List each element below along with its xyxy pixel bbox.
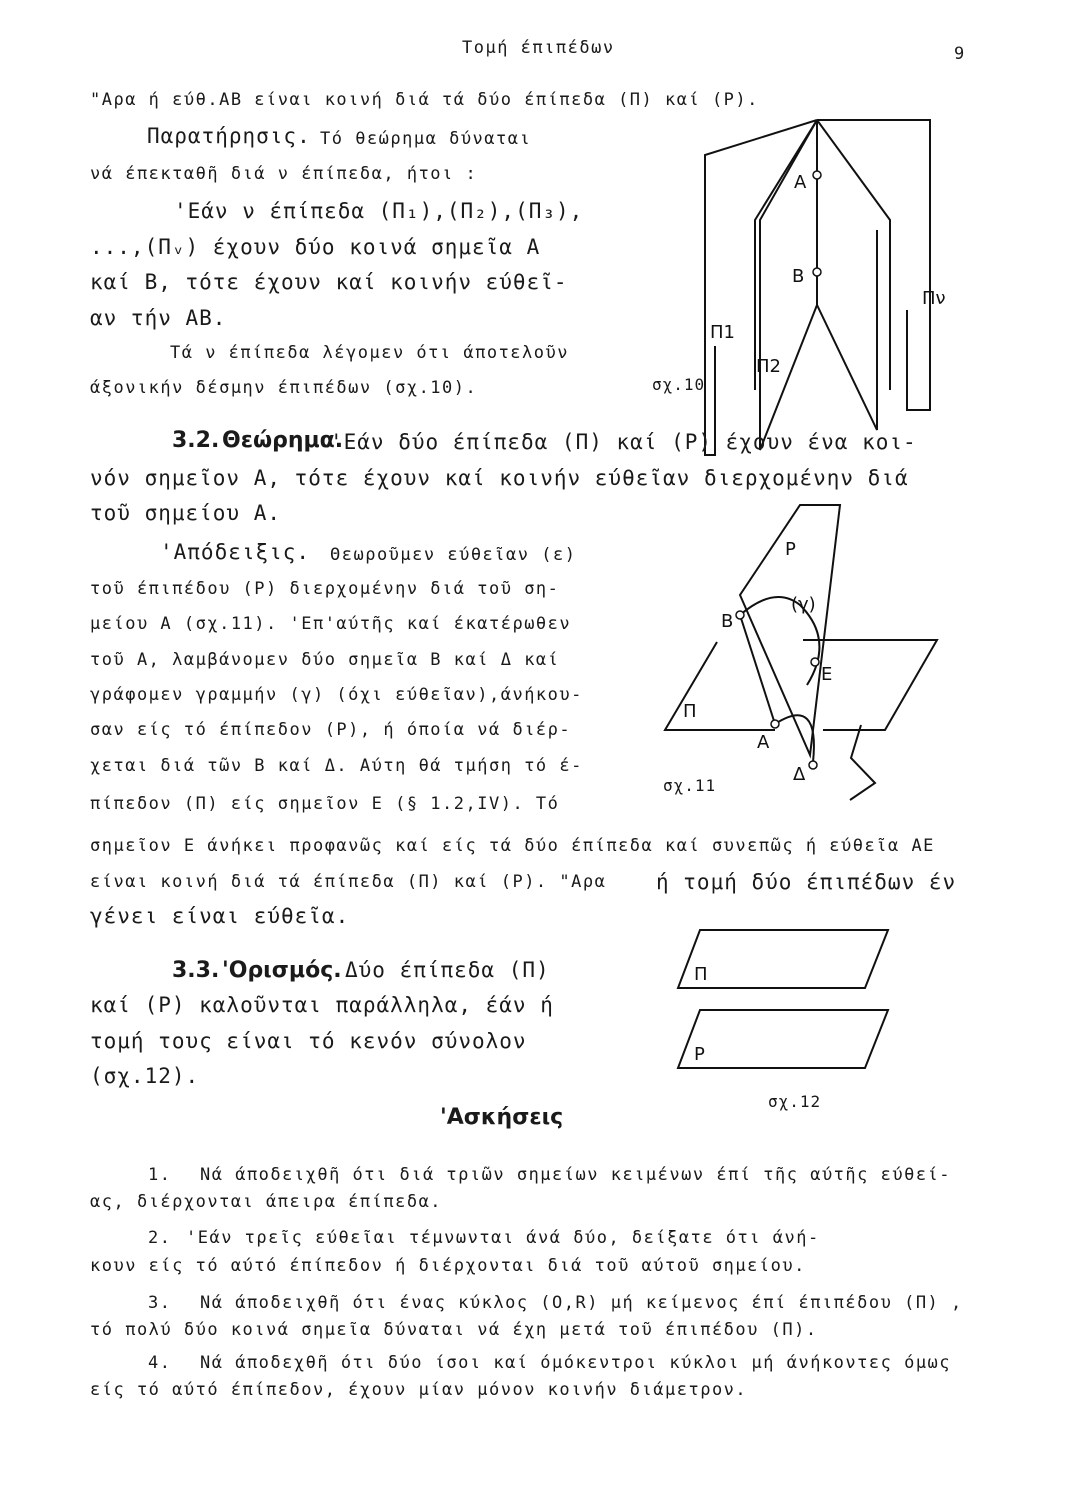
proof-line: Θεωροῦμεν εύθεῖαν (ε): [330, 545, 577, 565]
label-a: A: [757, 732, 770, 753]
label-b: B: [721, 611, 734, 632]
label-p: P: [785, 539, 796, 560]
exercise-number: 4.: [148, 1353, 172, 1373]
definition-line: Δύο έπίπεδα (Π): [345, 958, 550, 982]
proof-conclusion: γένει είναι εύθεῖα.: [90, 904, 350, 928]
definition-line: (σχ.12).: [90, 1064, 200, 1088]
remark-line: 'Εάν ν έπίπεδα (Π₁),(Π₂),(Π₃),: [174, 199, 584, 223]
plane-p: [678, 1010, 888, 1068]
proof-line: τοῦ Α, λαμβάνομεν δύο σημεῖα Β καί Δ καί: [90, 650, 560, 670]
point-a: [813, 171, 821, 179]
exercise-line: Νά άποδεχθῆ ότι δύο ίσοι καί όμόκεντροι κύκλοι μή άνήκοντες όμως: [200, 1353, 952, 1373]
proof-line: χεται διά τῶν Β καί Δ. Αύτη θά τμήση τό έ-: [90, 756, 583, 776]
point-b: [813, 268, 821, 276]
remark-line: Τό θεώρημα δύναται: [320, 129, 532, 149]
plane-pn-outline: [817, 120, 930, 410]
theorem-title: Θεώρημα.: [222, 428, 344, 453]
remark-heading: Παρατήρησις.: [147, 124, 311, 148]
label-p2: Π2: [756, 356, 781, 377]
running-title: Τομή έπιπέδων: [462, 38, 615, 58]
exercise-line: ας, διέρχονται άπειρα έπίπεδα.: [90, 1192, 443, 1212]
point-a: [771, 720, 779, 728]
exercise-line: τό πολύ δύο κοινά σημεῖα δύναται νά έχη μετά τοῦ έπιπέδου (Π).: [90, 1320, 818, 1340]
caption-fig10: σχ.10: [652, 375, 706, 394]
figure-10: [690, 110, 960, 400]
curve-gamma-below: [775, 715, 814, 762]
label-p: P: [694, 1044, 705, 1065]
exercises-heading: 'Ασκήσεις: [440, 1105, 564, 1130]
exercise-number: 2.: [148, 1228, 172, 1248]
caption-fig12: σχ.12: [768, 1092, 822, 1111]
proof-line: σαν είς τό έπίπεδον (Ρ), ή όποία νά διέρ-: [90, 720, 572, 740]
plane-pi: [678, 930, 888, 988]
label-pi: Π: [683, 701, 697, 722]
caption-fig11: σχ.11: [663, 776, 717, 795]
figure-11: [655, 500, 945, 810]
proof-line: σημεῖον Ε άνήκει προφανῶς καί είς τά δύο έπίπεδα καί συνεπῶς ή εύθεῖα ΑΕ: [90, 836, 935, 856]
point-b: [736, 611, 744, 619]
exercise-line: Νά άποδειχθῆ ότι ένας κύκλος (Ο,R) μή κείμενος έπί έπιπέδου (Π) ,: [200, 1293, 963, 1313]
plane-pi-left: [665, 642, 775, 730]
definition-title: 'Ορισμός.: [222, 958, 342, 983]
remark-line: άξονικήν δέσμην έπιπέδων (σχ.10).: [90, 378, 478, 398]
exercise-number: 3.: [148, 1293, 172, 1313]
definition-line: τομή τους είναι τό κενόν σύνολον: [90, 1029, 527, 1053]
proof-conclusion: ή τομή δύο έπιπέδων έν: [656, 870, 957, 894]
exercise-line: 'Εάν τρεῖς εύθεῖαι τέμνωνται άνά δύο, δείξατε ότι άνή-: [186, 1228, 820, 1248]
figure-12: [670, 920, 890, 1080]
theorem-number: 3.2.: [172, 428, 220, 453]
exercise-number: 1.: [148, 1165, 172, 1185]
proof-line: γράφομεν γραμμήν (γ) (όχι εύθεῖαν),άνήκου-: [90, 685, 583, 705]
line-ae: [740, 615, 775, 724]
definition-line: καί (Ρ) καλοῦνται παράλληλα, έάν ή: [90, 993, 554, 1017]
theorem-line: 'Εάν δύο έπίπεδα (Π) καί (Ρ) έχουν ένα κοι-: [330, 430, 917, 454]
remark-line: Τά ν έπίπεδα λέγομεν ότι άποτελοῦν: [170, 343, 569, 363]
label-a: A: [794, 172, 807, 193]
intro-line: "Αρα ή εύθ.ΑΒ είναι κοινή διά τά δύο έπίπεδα (Π) καί (Ρ).: [90, 90, 759, 110]
proof-line: μείου Α (σχ.11). 'Επ'αύτῆς καί έκατέρωθεν: [90, 614, 572, 634]
remark-line: ...,(Πᵥ) έχουν δύο κοινά σημεῖα Α: [90, 235, 541, 259]
page-number: 9: [954, 44, 966, 64]
label-e: E: [821, 664, 833, 685]
central-fold: [760, 120, 877, 450]
plane-p3-right: [817, 120, 890, 390]
label-pn: Πν: [922, 288, 946, 309]
exercise-line: Νά άποδειχθῆ ότι διά τριῶν σημείων κειμένων έπί τῆς αύτῆς εύθεί-: [200, 1165, 952, 1185]
remark-line: νά έπεκταθῆ διά ν έπίπεδα, ήτοι :: [90, 164, 478, 184]
proof-line: πίπεδον (Π) είς σημεῖον Ε (§ 1.2,IV). Τό: [90, 794, 560, 814]
proof-line: είναι κοινή διά τά έπίπεδα (Π) καί (Ρ). "Αρα: [90, 872, 607, 892]
theorem-line: τοῦ σημείου Α.: [90, 501, 282, 525]
proof-heading: 'Απόδειξις.: [160, 540, 311, 564]
label-pi: Π: [694, 964, 708, 985]
point-e: [811, 658, 819, 666]
exercise-line: είς τό αύτό έπίπεδον, έχουν μίαν μόνον κοινήν διάμετρον.: [90, 1380, 748, 1400]
point-delta: [809, 761, 817, 769]
theorem-line: νόν σημεῖον Α, τότε έχουν καί κοινήν εύθεῖαν διερχομένην διά: [90, 466, 909, 490]
exercise-line: κουν είς τό αύτό έπίπεδον ή διέρχονται διά τοῦ αύτοῦ σημείου.: [90, 1256, 806, 1276]
remark-line: αν τήν ΑΒ.: [90, 306, 227, 330]
plane-p2-left: [755, 120, 817, 390]
proof-line: τοῦ έπιπέδου (Ρ) διερχομένην διά τοῦ ση-: [90, 579, 560, 599]
label-p1: Π1: [710, 322, 735, 343]
plane-p-below: [850, 725, 875, 800]
label-delta: Δ: [793, 764, 806, 785]
remark-line: καί Β, τότε έχουν καί κοινήν εύθεῖ-: [90, 270, 568, 294]
definition-number: 3.3.: [172, 958, 220, 983]
label-gamma: (γ): [791, 594, 816, 615]
label-b: B: [792, 266, 805, 287]
